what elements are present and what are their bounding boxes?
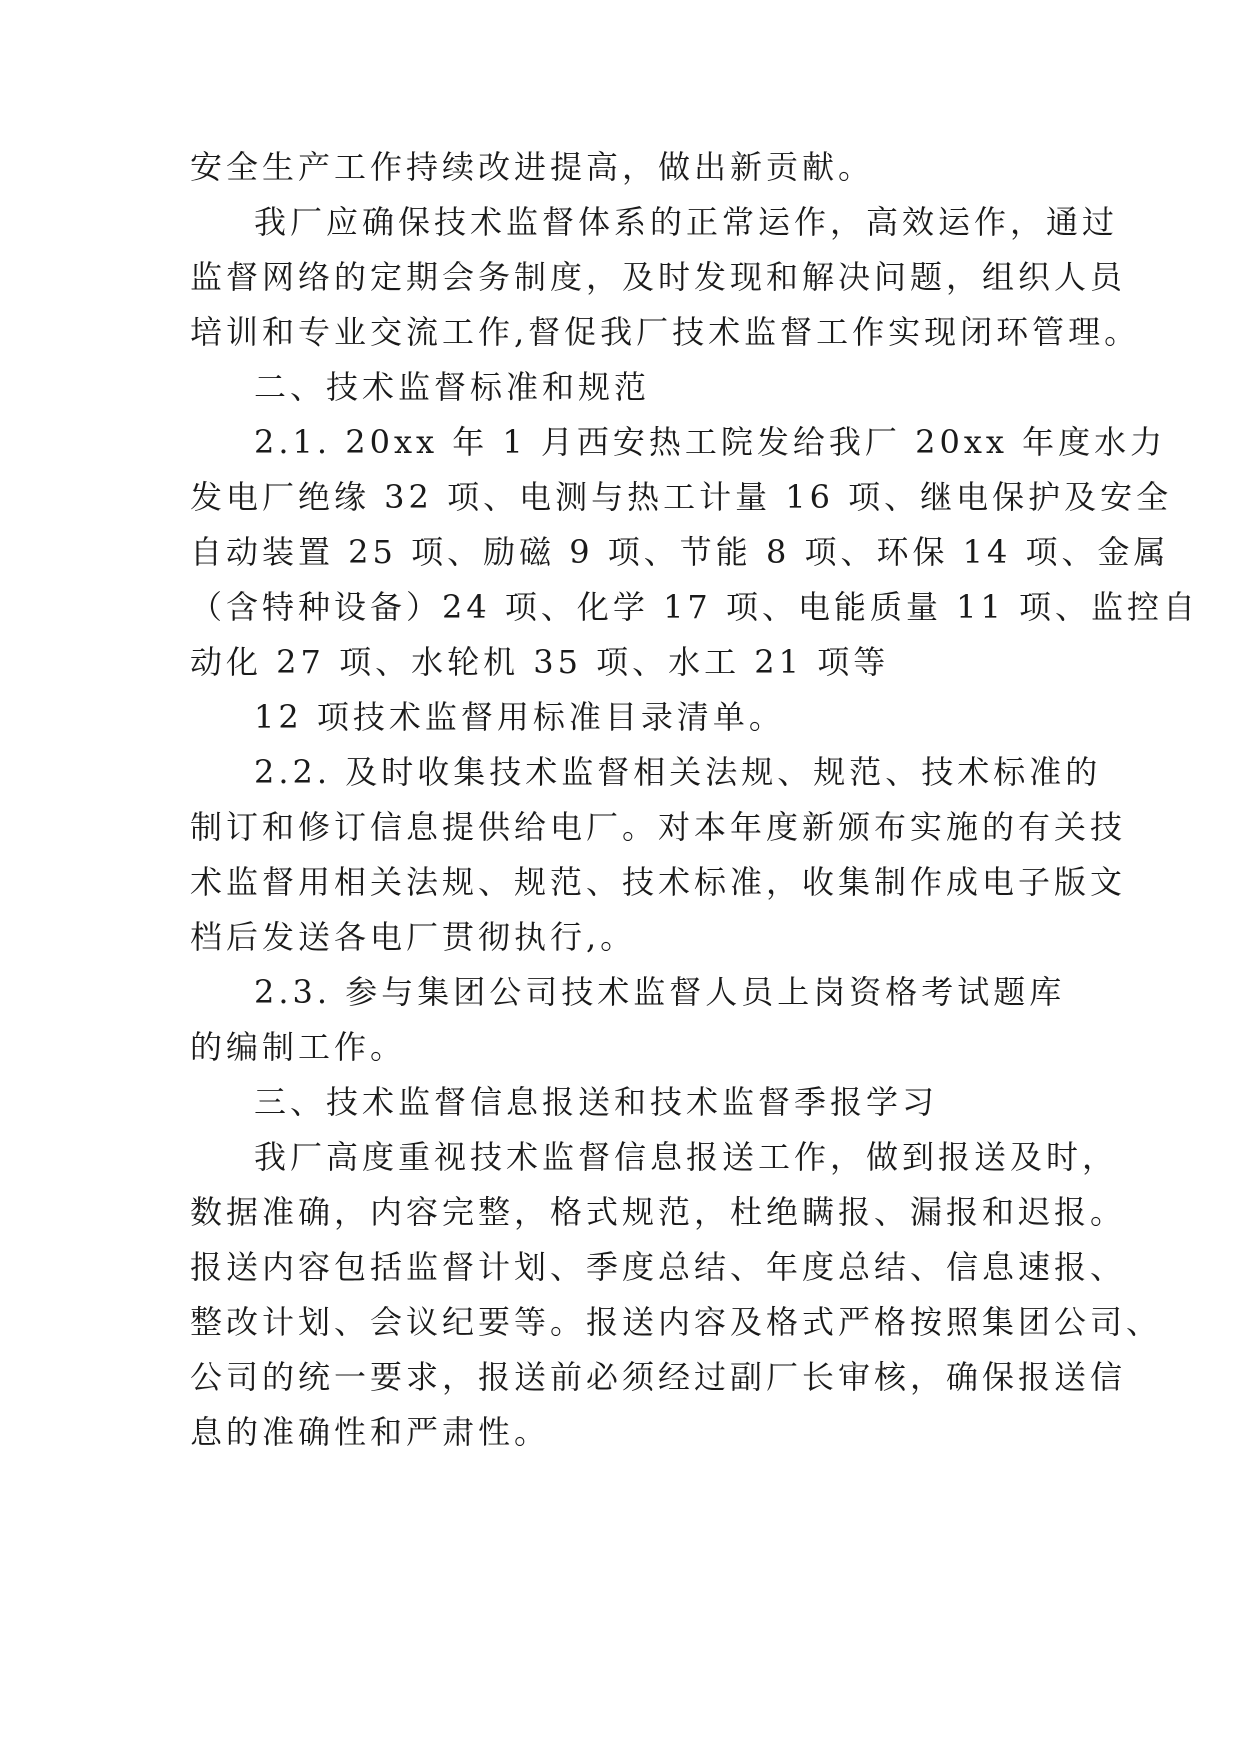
text-line: 公司的统一要求，报送前必须经过副厂长审核，确保报送信 [190,1358,1127,1396]
text-line: 息的准确性和严肃性。 [190,1413,551,1451]
text-line: 制订和修订信息提供给电厂。对本年度新颁布实施的有关技 [190,808,1127,846]
text-line: 我厂高度重视技术监督信息报送工作，做到报送及时， [254,1138,1119,1176]
text-line: （含特种设备）24 项、化学 17 项、电能质量 11 项、监控自 [190,588,1200,626]
text-line: 2.2. 及时收集技术监督相关法规、规范、技术标准的 [254,753,1102,791]
text-line: 安全生产工作持续改进提高，做出新贡献。 [190,148,875,186]
text-line: 监督网络的定期会务制度，及时发现和解决问题，组织人员 [190,258,1127,296]
text-line: 报送内容包括监督计划、季度总结、年度总结、信息速报、 [190,1248,1127,1286]
text-line: 档后发送各电厂贯彻执行,。 [190,918,637,956]
text-line: 培训和专业交流工作,督促我厂技术监督工作实现闭环管理。 [190,313,1141,351]
text-line: 术监督用相关法规、规范、技术标准，收集制作成电子版文 [190,863,1127,901]
text-line: 12 项技术监督用标准目录清单。 [254,698,785,736]
text-line: 发电厂绝缘 32 项、电测与热工计量 16 项、继电保护及安全 [190,478,1173,516]
text-line: 的编制工作。 [190,1028,407,1066]
section-heading: 三、技术监督信息报送和技术监督季报学习 [254,1083,939,1121]
text-line: 2.3. 参与集团公司技术监督人员上岗资格考试题库 [254,973,1066,1011]
text-line: 我厂应确保技术监督体系的正常运作，高效运作，通过 [254,203,1119,241]
text-line: 整改计划、会议纪要等。报送内容及格式严格按照集团公司、 [190,1303,1163,1341]
text-line: 动化 27 项、水轮机 35 项、水工 21 项等 [190,643,890,681]
text-line: 2.1. 20xx 年 1 月西安热工院发给我厂 20xx 年度水力 [254,423,1167,461]
text-line: 数据准确，内容完整，格式规范，杜绝瞒报、漏报和迟报。 [190,1193,1127,1231]
text-line: 自动装置 25 项、励磁 9 项、节能 8 项、环保 14 项、金属 [190,533,1170,571]
section-heading: 二、技术监督标准和规范 [254,368,651,406]
